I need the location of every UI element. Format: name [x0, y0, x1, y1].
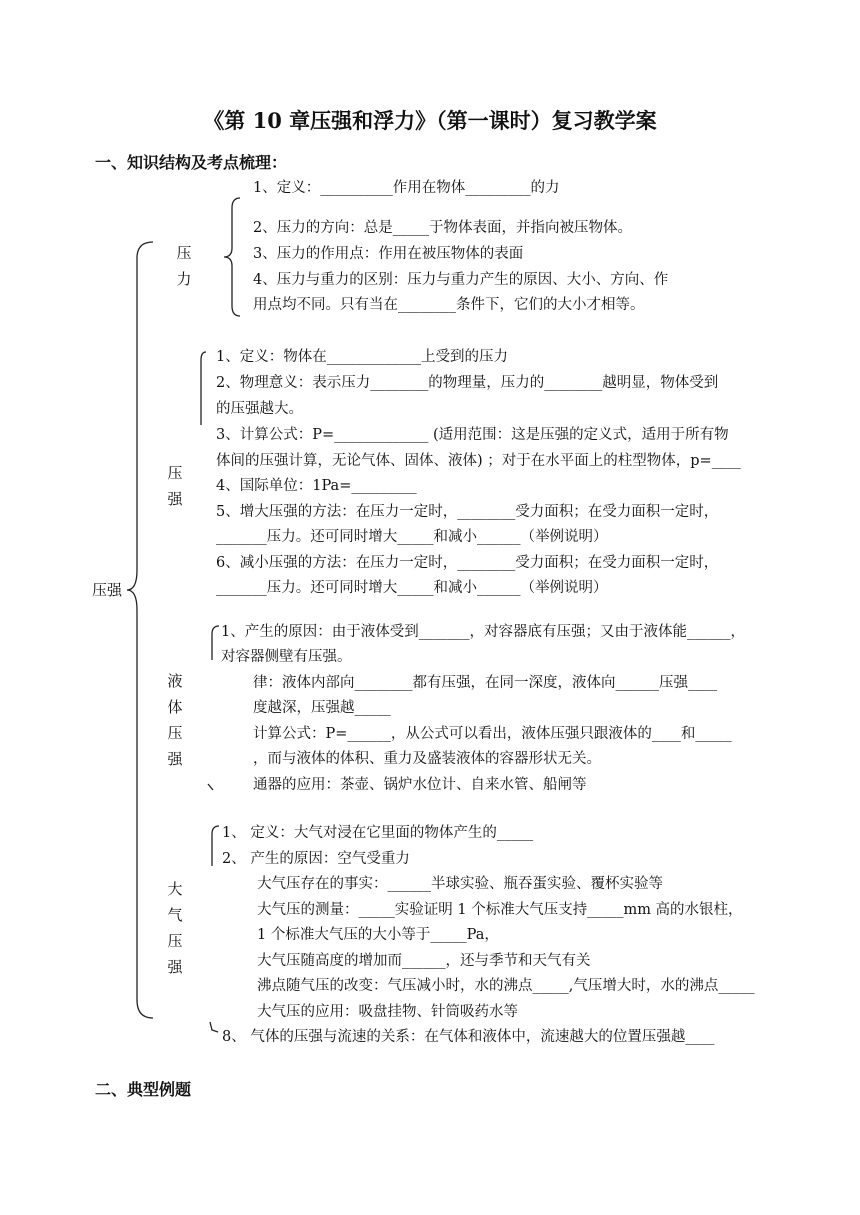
- group-label-atmospheric-pressure: 大气压强: [167, 880, 183, 976]
- pressure-line: 的压强越大。: [216, 401, 303, 417]
- page-title: 《第 10 章压强和浮力》（第一课时）复习教学案: [203, 108, 657, 133]
- pressure-line: _______压力。还可同时增大_____和减小______（举例说明）: [216, 580, 608, 596]
- pressure-force-line: 2、压力的方向：总是_____于物体表面，并指向被压物体。: [253, 220, 632, 236]
- pressure-line: 4、国际单位：1Pa=_________: [216, 478, 417, 494]
- atmospheric-pressure-line: 1 个标准大气压的大小等于_____Pa，: [257, 927, 499, 943]
- pressure-line: 5、增大压强的方法：在压力一定时，________受力面积；在受力面积一定时，: [216, 504, 719, 520]
- liquid-pressure-line: 对容器侧壁有压强。: [221, 649, 352, 665]
- atmospheric-pressure-line: 2、 产生的原因：空气受重力: [222, 851, 410, 867]
- pressure-force-line: 3、压力的作用点：作用在被压物体的表面: [253, 246, 524, 262]
- atmospheric-pressure-line: 沸点随气压的改变：气压减小时，水的沸点_____,气压增大时，水的沸点_____: [257, 978, 755, 994]
- pressure-force-line: 4、压力与重力的区别：压力与重力产生的原因、大小、方向、作: [253, 272, 669, 288]
- atmospheric-pressure-line: 大气压的应用：吸盘挂物、针筒吸药水等: [257, 1004, 518, 1020]
- pressure-line: 6、减小压强的方法：在压力一定时，________受力面积；在受力面积一定时，: [216, 555, 719, 571]
- brace-pressure-force: [222, 196, 242, 318]
- liquid-pressure-line: ，而与液体的体积、重力及盛装液体的容器形状无关。: [253, 751, 601, 767]
- group-label-liquid-pressure: 液体压强: [167, 672, 183, 768]
- brace-pressure: [196, 350, 208, 600]
- pressure-line: _______压力。还可同时增大_____和减小______（举例说明）: [216, 529, 608, 545]
- main-brace: [125, 240, 155, 1020]
- liquid-pressure-line: 1、产生的原因：由于液体受到_______，对容器底有压强；又由于液体能______，: [221, 624, 745, 640]
- pressure-force-line: 1、定义：__________作用在物体_________的力: [253, 180, 560, 196]
- liquid-pressure-line: 律：液体内部向________都有压强，在同一深度，液体向______压强____: [253, 675, 717, 691]
- pressure-force-line: 用点均不同。只有当在________条件下，它们的大小才相等。: [253, 297, 645, 313]
- atmospheric-pressure-line: 大气压存在的事实：______半球实验、瓶吞蛋实验、覆杯实验等: [257, 876, 663, 892]
- liquid-pressure-line: 通器的应用：茶壶、锅炉水位计、自来水管、船闸等: [253, 777, 587, 793]
- root-label-pressure: 压强: [92, 581, 123, 599]
- pressure-line: 1、定义：物体在_____________上受到的压力: [216, 349, 508, 365]
- pressure-line: 2、物理意义：表示压力________的物理量，压力的________越明显，物体受到: [216, 375, 719, 391]
- liquid-pressure-line: 计算公式：P=______，从公式可以看出，液体压强只跟液体的____和_____: [253, 726, 732, 742]
- section-heading-examples: 二、典型例题: [95, 1080, 192, 1099]
- liquid-pressure-line: 度越深，压强越_____: [253, 700, 391, 716]
- atmospheric-pressure-line: 大气压随高度的增加而______，还与季节和天气有关: [257, 953, 591, 969]
- section-heading-knowledge: 一、知识结构及考点梳理：: [95, 153, 288, 172]
- pressure-line: 3、计算公式：P=_____________ (适用范围：这是压强的定义式，适用于所有物: [216, 427, 729, 443]
- group-label-pressure-force: 压力: [176, 244, 192, 288]
- atmospheric-pressure-line: 1、 定义：大气对浸在它里面的物体产生的_____: [222, 825, 534, 841]
- atmospheric-pressure-line: 大气压的测量：_____实验证明 1 个标准大气压支持_____mm 高的水银柱，: [257, 902, 743, 918]
- atmospheric-pressure-line: 8、 气体的压强与流速的关系：在气体和液体中，流速越大的位置压强越____: [222, 1029, 715, 1045]
- group-label-pressure: 压强: [167, 464, 183, 508]
- pressure-line: 体间的压强计算，无论气体、固体、液体) ；对于在水平面上的柱型物体，p=____: [216, 453, 741, 469]
